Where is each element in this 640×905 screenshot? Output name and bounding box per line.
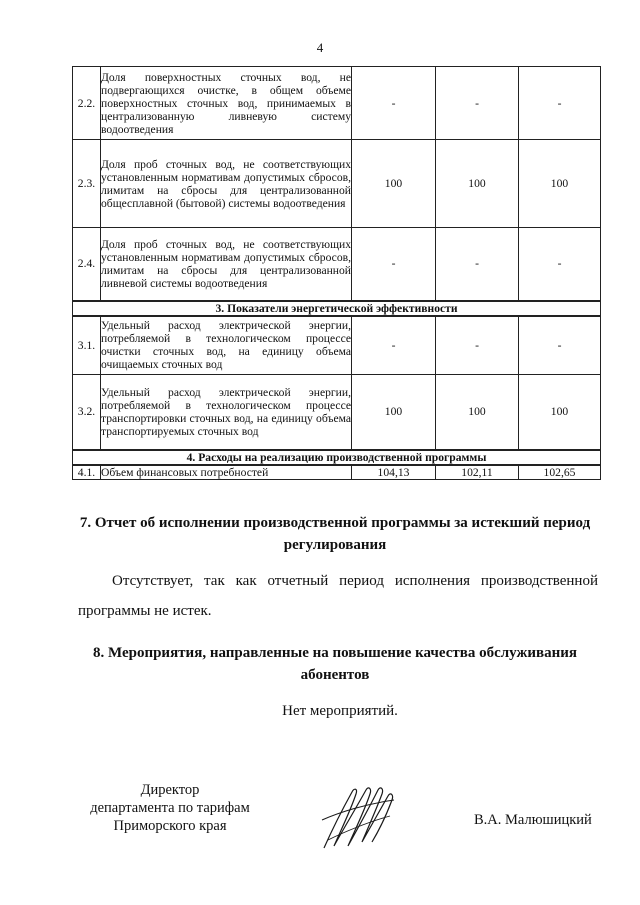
row-value: - [436,67,519,140]
row-number: 2.4. [73,228,101,301]
row-value: - [352,228,436,301]
table-row [73,140,601,228]
indicators-table [72,66,601,480]
row-value: 100 [352,140,436,228]
row-description: Доля поверхностных сточных вод, не подвергающихся очистке, в общем объеме поверхностных сточных вод, принимаемых в централизованную ливневую систему водоотведения [101,67,352,140]
row-value: - [519,228,601,301]
signer-title-line3: Приморского края [113,818,227,834]
row-number: 2.3. [73,140,101,228]
row-number: 3.1. [73,316,101,375]
signer-name: В.А. Малюшицкий [474,812,592,828]
row-value: - [352,67,436,140]
row-value: 100 [436,140,519,228]
row-value: 104,13 [352,465,436,480]
row-number: 3.2. [73,375,101,450]
page-number: 4 [316,40,324,55]
row-value: - [519,67,601,140]
table-row [73,375,601,450]
section-title: 4. Расходы на реализацию производственной программы [73,450,601,465]
row-description: Объем финансовых потребностей [101,465,352,480]
row-value: - [436,228,519,301]
row-value: 102,65 [519,465,601,480]
section-title: 3. Показатели энергетической эффективности [73,301,601,316]
row-description: Доля проб сточных вод, не соответствующих установленным нормативам допустимых сбросов, лимитам на сбросы для централизованной ливневой системы водоотведения [101,228,352,301]
row-description: Доля проб сточных вод, не соответствующих установленным нормативам допустимых сбросов, лимитам на сбросы для централизованной общесплавной (бытовой) системы водоотведения [101,140,352,228]
row-value: - [519,316,601,375]
row-number: 2.2. [73,67,101,140]
section-header-row [73,301,601,316]
table-row [73,228,601,301]
section-7-heading: 7. Отчет об исполнении производственной программы за истекший период регулирования [79,515,591,553]
handwritten-signature [318,782,398,854]
row-value: 100 [519,375,601,450]
row-description: Удельный расход электрической энергии, потребляемой в технологическом процессе очистки сточных вод, на единицу объема очищаемых сточных вод [101,316,352,375]
row-value: 100 [436,375,519,450]
row-number: 4.1. [73,465,101,480]
row-description: Удельный расход электрической энергии, потребляемой в технологическом процессе транспортировки сточных вод, на единицу объема транспортируемых сточных вод [101,375,352,450]
signer-title-line1: Директор [140,782,200,798]
row-value: 102,11 [436,465,519,480]
row-value: - [352,316,436,375]
row-value: 100 [519,140,601,228]
table-row [73,316,601,375]
row-value: - [436,316,519,375]
signer-title-line2: департамента по тарифам [90,800,250,816]
section-8-text: Нет мероприятий. [282,703,398,719]
table-row [73,465,601,480]
section-7-text: Отсутствует, так как отчетный период исполнения производственной программы не истек. [78,573,598,619]
row-value: 100 [352,375,436,450]
section-8-heading: 8. Мероприятия, направленные на повышение качества обслуживания абонентов [92,645,577,683]
table-row [73,67,601,140]
section-header-row [73,450,601,465]
